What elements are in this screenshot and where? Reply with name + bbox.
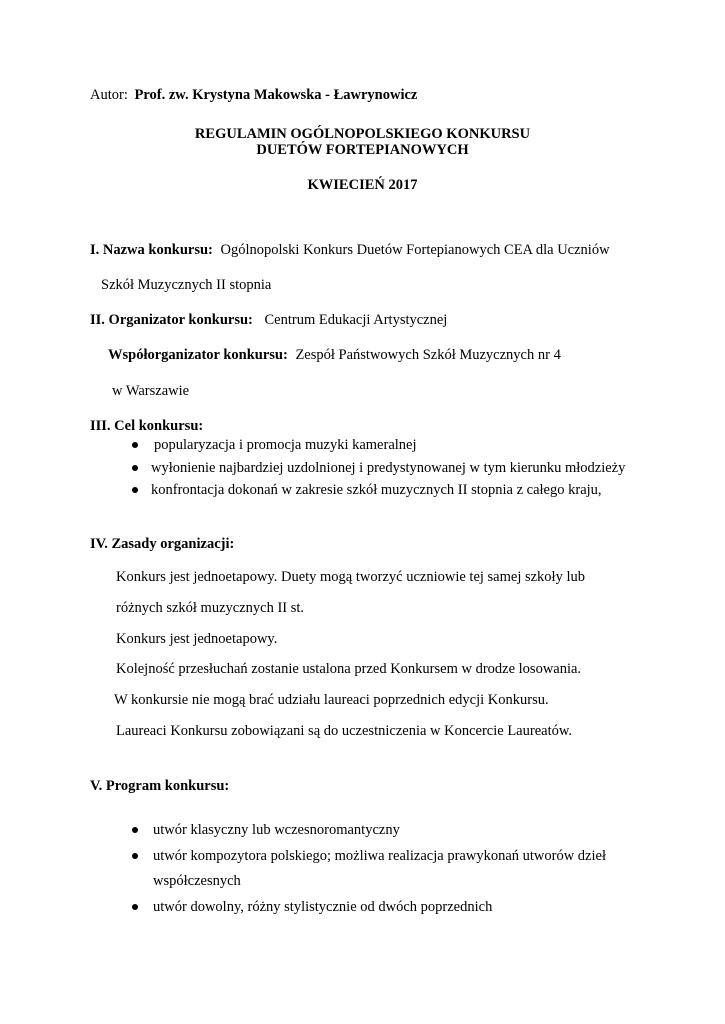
document-title-line2: DUETÓW FORTEPIANOWYCH	[256, 142, 469, 158]
section1-line	[90, 241, 610, 259]
co-organizer-line	[108, 346, 561, 364]
section1-text: Ogólnopolski Konkurs Duetów Fortepianowych CEA dla Uczniów	[220, 242, 610, 258]
rule-line: W konkursie nie mogą brać udziału laureaci poprzednich edycji Konkursu.	[114, 692, 549, 708]
co-organizer-heading: Współorganizator konkursu:	[108, 347, 288, 363]
section4-heading: IV. Zasady organizacji:	[90, 536, 235, 552]
program-item: utwór klasyczny lub wczesnoromantyczny	[153, 822, 400, 838]
section1-heading: I. Nazwa konkursu:	[90, 242, 213, 258]
section2-heading: II. Organizator konkursu:	[90, 312, 253, 328]
bullet-icon	[132, 442, 138, 448]
rule-line: Kolejność przesłuchań zostanie ustalona przed Konkursem w drodze losowania.	[116, 661, 582, 677]
author-label: Autor:	[90, 87, 128, 103]
section5-heading: V. Program konkursu:	[90, 778, 230, 794]
bullet-icon	[132, 487, 138, 493]
co-organizer-text: Zespół Państwowych Szkół Muzycznych nr 4	[295, 347, 561, 363]
author-name: Prof. zw. Krystyna Makowska - Ławrynowicz	[134, 87, 418, 103]
bullet-icon	[132, 465, 138, 471]
co-organizer-city: w Warszawie	[112, 383, 190, 399]
goal-item: wyłonienie najbardziej uzdolnionej i predystynowanej w tym kierunku młodzieży	[151, 460, 626, 476]
document-title-line1: REGULAMIN OGÓLNOPOLSKIEGO KONKURSU	[194, 126, 531, 142]
goal-item: popularyzacja i promocja muzyki kameralnej	[154, 437, 417, 453]
bullet-icon	[132, 827, 138, 833]
bullet-icon	[132, 904, 138, 910]
program-item: utwór dowolny, różny stylistycznie od dwóch poprzednich	[153, 899, 493, 915]
goal-item: konfrontacja dokonań w zakresie szkół muzycznych II stopnia z całego kraju,	[151, 482, 602, 498]
program-item-continued: współczesnych	[153, 873, 241, 889]
document-date: KWIECIEŃ 2017	[307, 177, 418, 193]
rule-line: Konkurs jest jednoetapowy.	[116, 631, 278, 647]
section3-heading: III. Cel konkursu:	[90, 418, 204, 434]
program-item: utwór kompozytora polskiego; możliwa realizacja prawykonań utworów dzieł	[153, 848, 606, 864]
rule-line: Konkurs jest jednoetapowy. Duety mogą tworzyć uczniowie tej samej szkoły lub	[116, 569, 585, 585]
section2-text: Centrum Edukacji Artystycznej	[264, 312, 448, 328]
bullet-icon	[132, 853, 138, 859]
rule-line: różnych szkół muzycznych II st.	[116, 600, 305, 616]
author-line	[90, 86, 417, 104]
section2-line	[90, 311, 447, 329]
section1-text-continued: Szkół Muzycznych II stopnia	[101, 277, 272, 293]
rule-line: Laureaci Konkursu zobowiązani są do uczestniczenia w Koncercie Laureatów.	[116, 723, 572, 739]
